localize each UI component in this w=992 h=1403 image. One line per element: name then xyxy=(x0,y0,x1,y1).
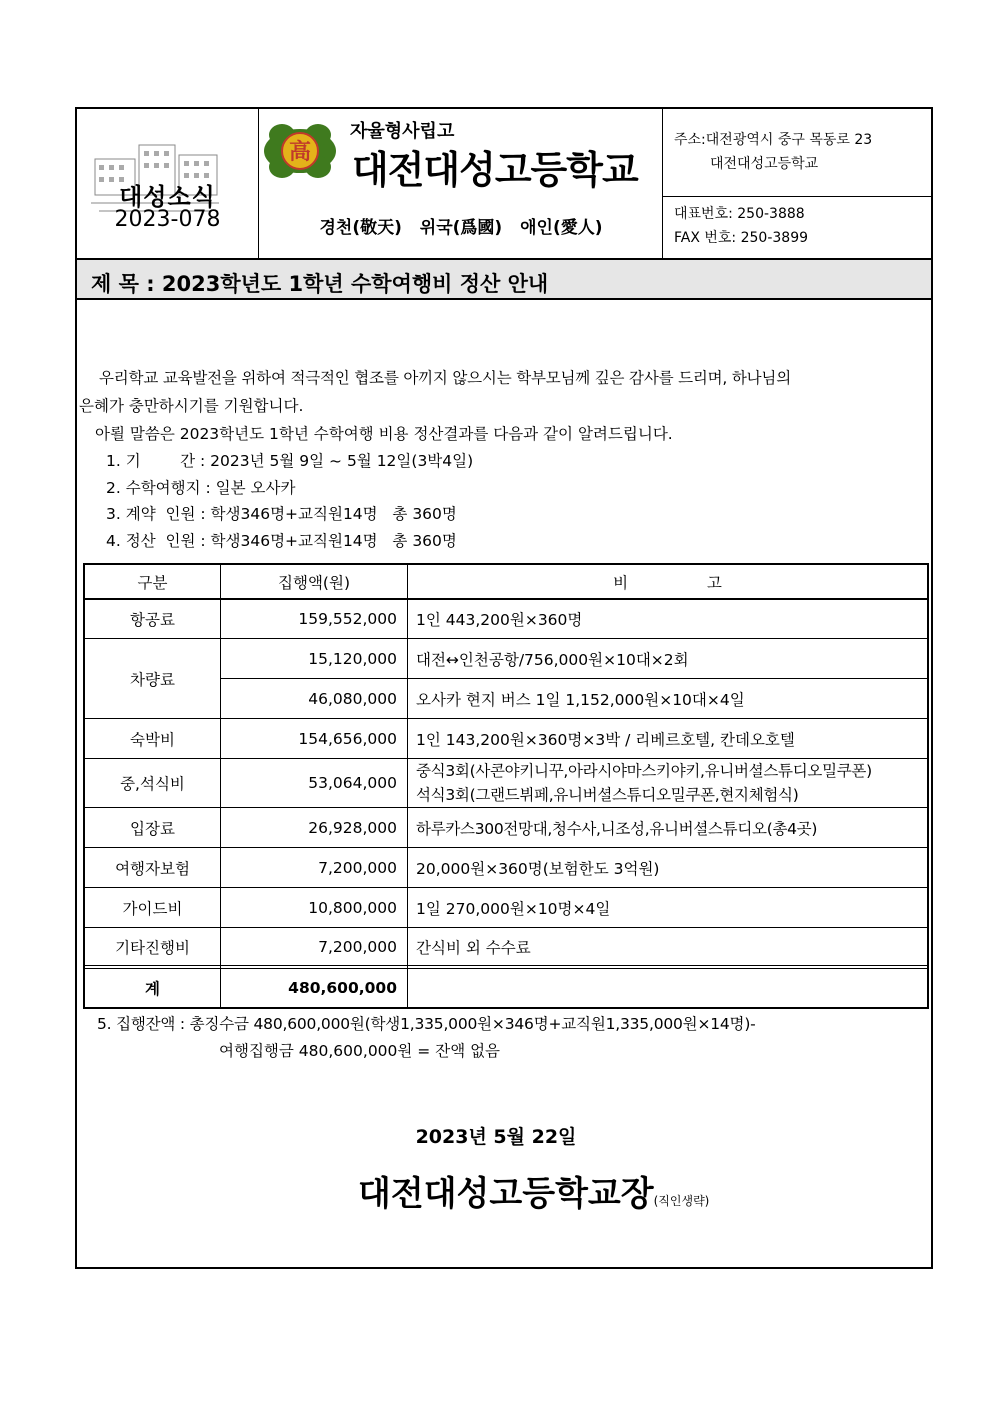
row-category: 가이드비 xyxy=(122,899,183,918)
row-note: 간식비 외 수수료 xyxy=(416,938,531,957)
row-amount: 53,064,000 xyxy=(308,774,397,792)
school-header xyxy=(260,109,662,257)
newsletter-number: 2023-078 xyxy=(114,207,221,232)
address-line-1: 주소:대전광역시 중구 목동로 23 xyxy=(674,132,873,148)
principal-signature xyxy=(358,1166,709,1215)
meal-note-lunch: 중식3회(사콘야키니꾸,아라시야마스키야키,유니버셜스튜디오밀쿠폰) xyxy=(416,762,872,780)
table-hline xyxy=(85,965,927,966)
school-name: 대전대성고등학교 xyxy=(352,148,638,192)
row-note: 오사카 현지 버스 1일 1,152,000원×10대×4일 xyxy=(416,690,745,709)
row-amount: 7,200,000 xyxy=(318,858,397,877)
greeting-line-2: 은혜가 충만하시기를 기원합니다. xyxy=(79,397,304,415)
row-amount: 159,552,000 xyxy=(298,610,397,628)
seal-note: (직인생략) xyxy=(653,1194,710,1208)
row-category: 숙박비 xyxy=(130,730,175,749)
row-amount: 10,800,000 xyxy=(308,898,397,917)
row-category: 차량료 xyxy=(130,670,175,689)
meal-note-dinner: 석식3회(그랜드뷔페,유니버셜스튜디오밀쿠폰,현지체험식) xyxy=(416,786,799,804)
row-category: 항공료 xyxy=(130,611,175,629)
fax-number: FAX 번호: 250-3899 xyxy=(674,230,809,246)
row-note: 20,000원×360명(보험한도 3억원) xyxy=(416,859,660,878)
row-category: 중,석식비 xyxy=(120,775,185,793)
header-divider-2 xyxy=(662,109,663,258)
total-note xyxy=(408,969,927,1007)
row-amount: 154,656,000 xyxy=(298,729,397,748)
emblem-glyph: 高 xyxy=(288,139,312,165)
row-note: 하루카스300전망대,청수사,니조성,유니버셜스튜디오(총4곳) xyxy=(416,819,818,838)
header-divider-1 xyxy=(258,109,259,258)
row-category: 입장료 xyxy=(130,819,175,838)
school-type: 자율형사립고 xyxy=(350,121,455,142)
row-category: 기타진행비 xyxy=(115,938,190,957)
subject-band xyxy=(77,258,931,300)
newsletter-box xyxy=(77,109,258,257)
row-note xyxy=(408,759,927,807)
table-header-amount: 집행액(원) xyxy=(278,573,350,592)
row-amount: 46,080,000 xyxy=(308,689,397,708)
header-divider-3 xyxy=(662,196,932,197)
item-destination: 2. 수학여행지 : 일본 오사카 xyxy=(106,479,296,497)
school-motto: 경천(敬天) 위국(爲國) 애인(愛人) xyxy=(319,218,603,238)
row-note: 1인 443,200원×360명 xyxy=(416,611,583,629)
subject-title: 제 목 : 2023학년도 1학년 수학여행비 정산 안내 xyxy=(91,272,549,296)
principal-title: 대전대성고등학교장 xyxy=(358,1174,654,1214)
balance-line-2: 여행집행금 480,600,000원 = 잔액 없음 xyxy=(219,1042,501,1060)
intro-line: 아뢸 말씀은 2023학년도 1학년 수학여행 비용 정산결과를 다음과 같이 알려드립니다. xyxy=(95,425,673,443)
row-amount: 15,120,000 xyxy=(308,649,397,668)
settlement-table xyxy=(83,563,929,1009)
total-label: 계 xyxy=(145,980,160,998)
phone-number: 대표번호: 250-3888 xyxy=(674,206,805,222)
item-contract-count: 3. 계약 인원 : 학생346명+교직원14명 총 360명 xyxy=(106,505,457,523)
table-header-note: 비 고 xyxy=(613,573,722,592)
row-amount: 7,200,000 xyxy=(318,937,397,956)
issue-date: 2023년 5월 22일 xyxy=(415,1126,577,1148)
row-amount: 26,928,000 xyxy=(308,818,397,837)
greeting-line-1: 우리학교 교육발전을 위하여 적극적인 협조를 아끼지 않으시는 학부모님께 깊은 감사를 드리며, 하나님의 xyxy=(99,369,791,387)
row-note: 1인 143,200원×360명×3박 / 리베르호텔, 칸데오호텔 xyxy=(416,730,795,749)
row-note: 대전↔인천공항/756,000원×10대×2회 xyxy=(416,650,689,669)
address-line-2: 대전대성고등학교 xyxy=(710,156,819,172)
item-period: 1. 기 간 : 2023년 5월 9일 ~ 5월 12일(3박4일) xyxy=(106,452,474,470)
row-note: 1일 270,000원×10명×4일 xyxy=(416,899,611,918)
balance-line-1: 5. 집행잔액 : 총징수금 480,600,000원(학생1,335,000원×346명+교직원1,335,000원×14명)- xyxy=(97,1015,756,1033)
item-settled-count: 4. 정산 인원 : 학생346명+교직원14명 총 360명 xyxy=(106,532,457,550)
total-amount: 480,600,000 xyxy=(288,979,397,997)
table-header-category: 구분 xyxy=(137,573,168,592)
school-emblem-icon xyxy=(262,121,338,181)
row-category: 여행자보험 xyxy=(115,859,190,878)
newsletter-title: 대성소식 xyxy=(119,183,216,211)
